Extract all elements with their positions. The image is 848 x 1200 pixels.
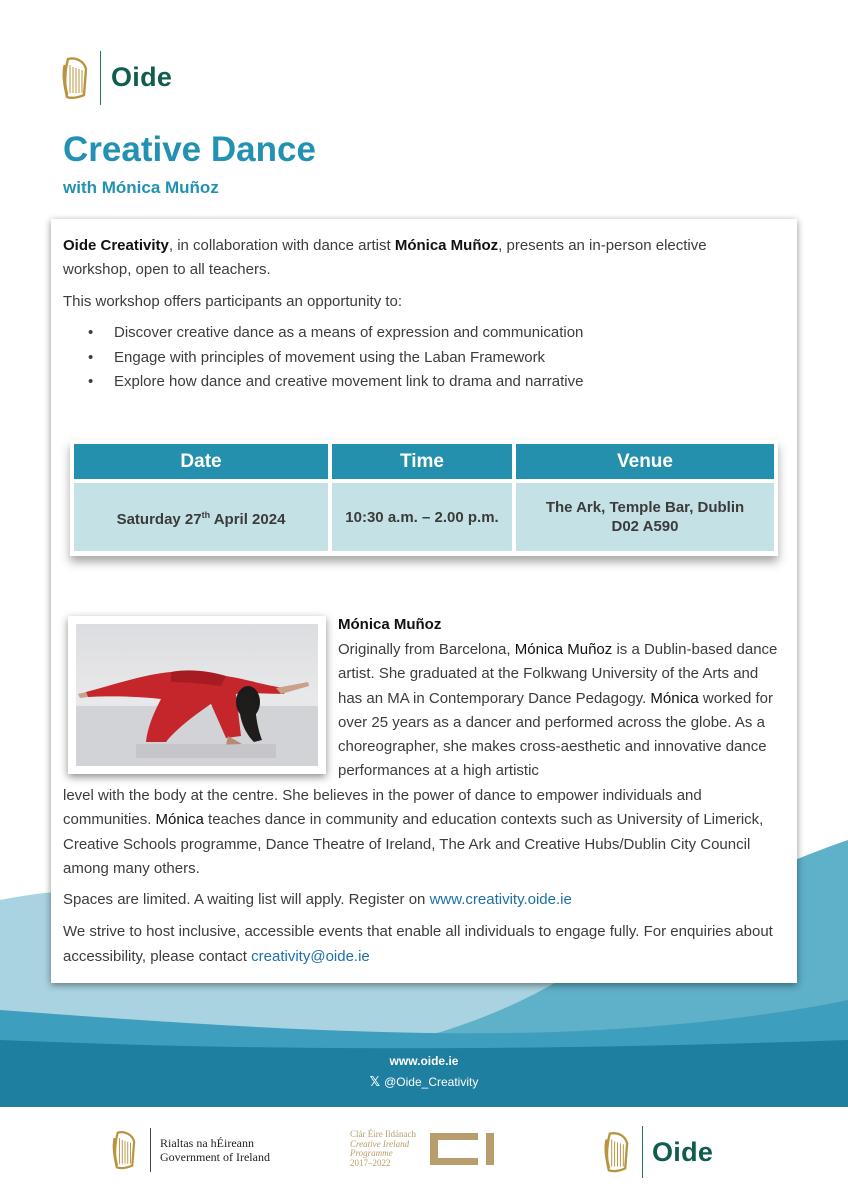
list-item: • Discover creative dance as a means of expression and communication — [88, 321, 583, 346]
accessibility-note: We strive to host inclusive, accessible events that enable all individuals to engage fully. For enquiries about accessibility, please contact creativity@oide.ie — [63, 923, 773, 965]
list-item: • Explore how dance and creative movement link to drama and narrative — [88, 370, 583, 395]
offers-intro: This workshop offers participants an opportunity to: — [63, 293, 403, 310]
creative-ireland-mark-icon — [428, 1131, 498, 1167]
dancer-photo — [76, 624, 318, 766]
x-icon: 𝕏 — [369, 1074, 381, 1089]
footer-website[interactable]: www.oide.ie — [389, 1054, 459, 1068]
intro-paragraph: Oide Creativity, in collaboration with dance artist Mónica Muñoz, presents an in-person elective workshop, open to all teachers. — [63, 237, 707, 278]
time-header: Time — [332, 444, 512, 479]
bio-name: Mónica Muñoz — [338, 616, 442, 633]
footer-social[interactable]: 𝕏 @Oide_Creativity — [369, 1074, 479, 1089]
dancer-photo-frame — [68, 616, 326, 774]
intro-artist: Mónica Muñoz — [394, 237, 499, 254]
time-cell: 10:30 a.m. – 2.00 p.m. — [332, 483, 512, 551]
content-card — [51, 219, 797, 983]
bio-paragraph-continued: level with the body at the centre. She believes in the power of dance to empower individuals and communities. Mónica teaches dance in community and education contexts such as University of Limerick, Creative Schools programme, Dance Theatre of Ireland, The Ark and Creative Hubs/Dublin City Council among many others. — [63, 787, 764, 877]
page-title: Creative Dance — [63, 130, 316, 169]
bio-paragraph: Originally from Barcelona, Mónica Muñoz is a Dublin-based dance artist. She graduated at the Folkwang University of the Arts and has an MA in Contemporary Dance Pedagogy. Mónica worked for over 25 years as a dancer and performed across the globe. As a choreographer, she makes cross-aesthetic and innovative dance performances at a high artistic — [338, 641, 778, 780]
intro-org: Oide Creativity — [63, 237, 169, 254]
oide-logo-text: Oide — [652, 1136, 714, 1167]
list-item: • Engage with principles of movement using the Laban Framework — [88, 346, 583, 371]
page-subtitle: with Mónica Muñoz — [63, 178, 219, 197]
table-row — [74, 483, 774, 551]
oide-logo-text: Oide — [111, 62, 173, 92]
creative-ireland-logo: Clár Éire Ildánach Creative Ireland Programme 2017–2022 — [350, 1130, 498, 1168]
date-header: Date — [74, 444, 328, 479]
contact-email-link[interactable]: creativity@oide.ie — [251, 947, 370, 965]
oide-logo — [62, 50, 172, 105]
event-details-table — [70, 440, 778, 556]
registration-note: Spaces are limited. A waiting list will apply. Register on www.creativity.oide.ie — [63, 891, 572, 908]
register-link[interactable]: www.creativity.oide.ie — [429, 891, 572, 908]
harp-icon — [604, 1129, 631, 1175]
oide-footer-logo — [604, 1126, 713, 1178]
date-cell: Saturday 27th April 2024 — [74, 483, 328, 551]
venue-header: Venue — [516, 444, 774, 479]
government-of-ireland-logo: Rialtas na hÉireann Government of Ireland — [112, 1128, 270, 1172]
harp-icon — [112, 1129, 138, 1171]
bullet-list — [88, 321, 583, 395]
harp-icon — [62, 55, 90, 101]
venue-cell: The Ark, Temple Bar, Dublin D02 A590 — [516, 483, 774, 551]
